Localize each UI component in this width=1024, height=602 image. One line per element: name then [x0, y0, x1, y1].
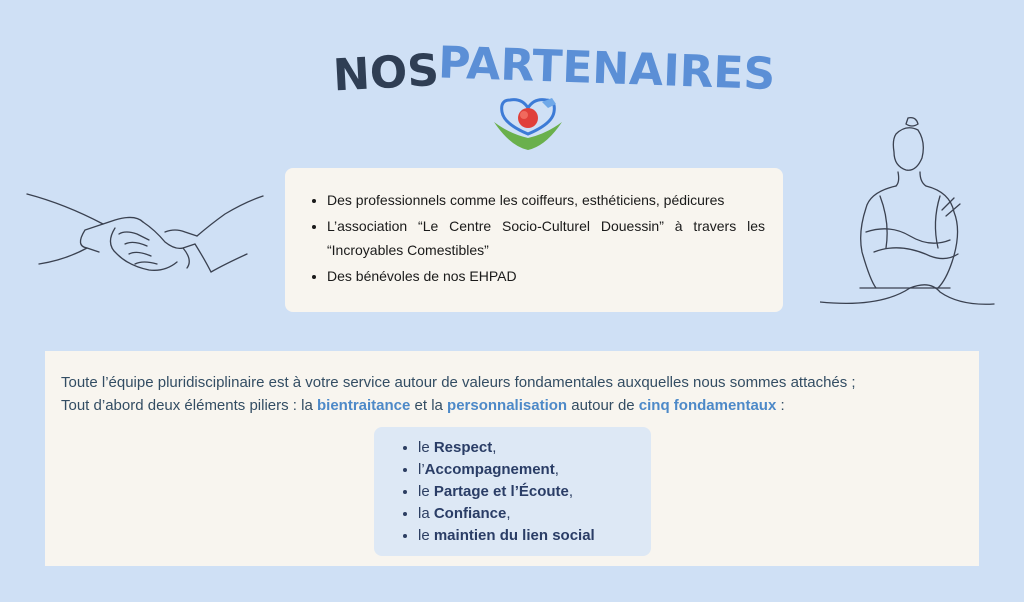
value-prefix: le — [418, 527, 434, 544]
value-item — [418, 481, 637, 503]
value-name: Respect — [433, 439, 493, 456]
value-suffix: , — [492, 439, 497, 456]
intro-line1: Toute l’équipe pluridisciplinaire est à votre service autour de valeurs fondamentales auxquelles nous sommes attachés ; — [61, 374, 856, 391]
intro-text — [61, 371, 963, 417]
intro-text-segment: : — [776, 397, 785, 414]
partners-list — [305, 188, 765, 288]
value-item — [418, 459, 637, 481]
title-part2: PARTENAIRES — [437, 37, 777, 101]
partner-item: • Des professionnels comme les coiffeurs, esthéticiens, pédicures — [327, 188, 765, 212]
highlight-bientraitance: bientraitance — [316, 397, 411, 414]
value-name: Partage et l’Écoute — [433, 483, 569, 500]
page-title — [0, 32, 1024, 102]
partner-item: • L’association “Le Centre Socio-Culturel Douessin” à travers les “Incroyables Comestibles” — [327, 214, 765, 262]
intro-text-segment: autour de — [567, 397, 639, 414]
partners-card — [285, 168, 783, 312]
woman-icon — [820, 112, 995, 312]
value-name: Confiance — [433, 505, 507, 522]
value-prefix: la — [418, 505, 434, 522]
value-suffix: , — [506, 505, 511, 522]
partner-item: • Des bénévoles de nos EHPAD — [327, 264, 765, 288]
intro-text-segment: Tout d’abord deux éléments piliers : la — [61, 397, 317, 414]
values-card — [45, 351, 979, 566]
highlight-personnalisation: personnalisation — [447, 397, 568, 414]
heart-flower-logo-icon — [490, 94, 566, 152]
title-part1: NOS — [331, 44, 441, 102]
value-item — [418, 525, 637, 547]
intro-text-segment: et la — [410, 397, 448, 414]
handshake-icon — [25, 184, 265, 294]
intro-line2 — [61, 394, 963, 417]
value-name: maintien du lien social — [433, 527, 595, 544]
value-item — [418, 437, 637, 459]
value-suffix: , — [554, 461, 559, 478]
value-prefix: l’ — [418, 461, 425, 478]
values-box — [374, 427, 651, 556]
values-list — [398, 437, 637, 547]
highlight-cinq-fondamentaux: cinq fondamentaux — [638, 397, 777, 414]
value-suffix: , — [568, 483, 574, 500]
value-name: Accompagnement — [424, 461, 555, 478]
value-prefix: le — [418, 483, 434, 500]
value-prefix: le — [418, 439, 434, 456]
value-item — [418, 503, 637, 525]
